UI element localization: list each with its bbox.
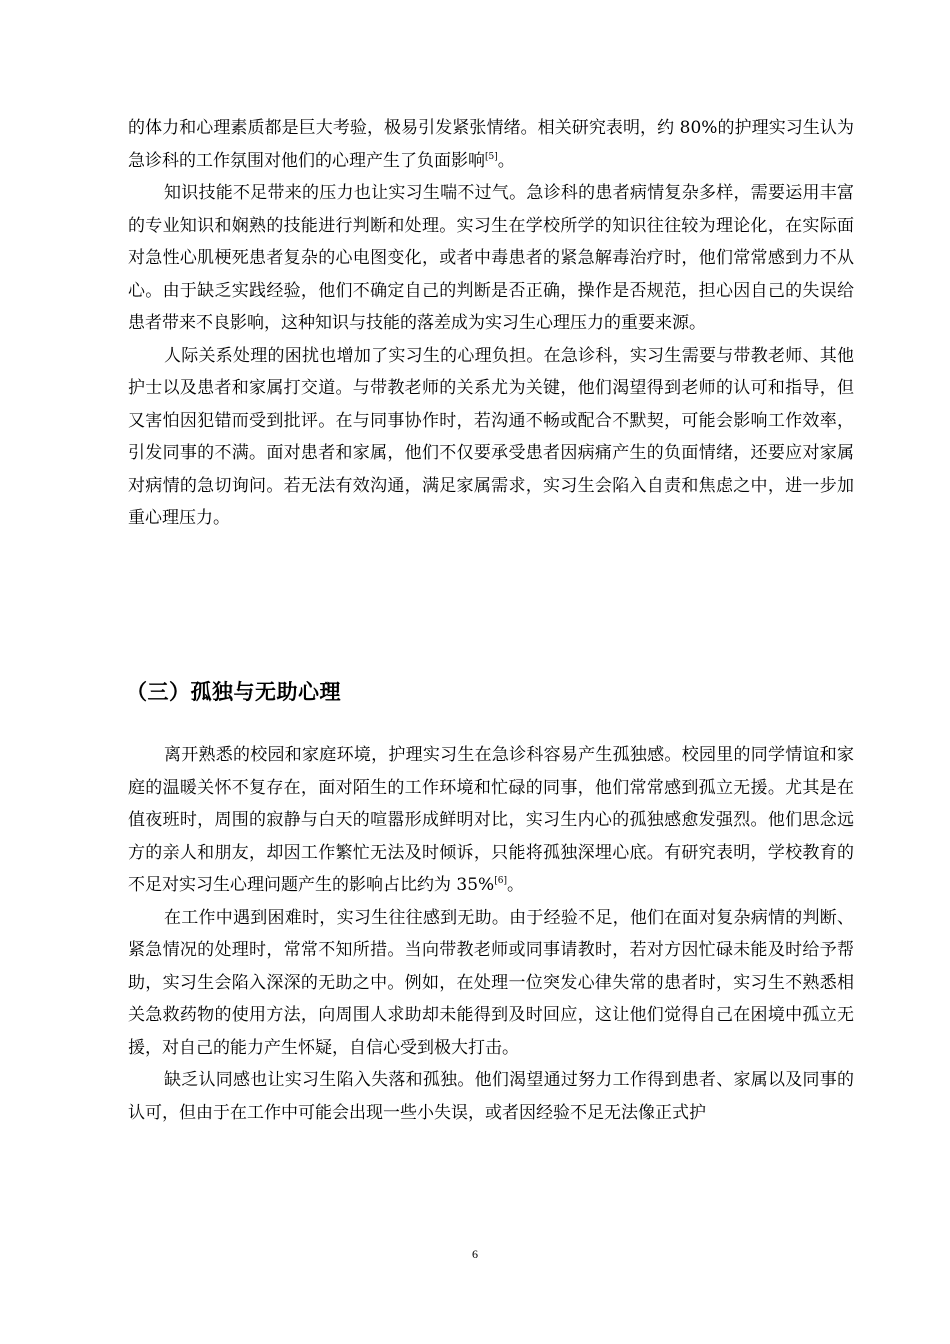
- paragraph-helplessness: 在工作中遇到困难时，实习生往往感到无助。由于经验不足，他们在面对复杂病情的判断、紧急情况的处理时，常常不知所措。当向带教老师或同事请教时，若对方因忙碌未能及时给予帮助，实习生会陷入深深的无助之中。例如，在处理一位突发心律失常的患者时，实习生不熟悉相关急救药物的使用方法，向周围人求助却未能得到及时回应，这让他们觉得自己在困境中孤立无援，对自己的能力产生怀疑，自信心受到极大打击。: [128, 907, 854, 1058]
- section-heading: （三）孤独与无助心理: [126, 680, 341, 704]
- citation-ref: [5]: [485, 151, 498, 162]
- paragraph-recognition: 缺乏认同感也让实习生陷入失落和孤独。他们渴望通过努力工作得到患者、家属以及同事的认可，但由于在工作中可能会出现一些小失误，或者因经验不足无法像正式护: [128, 1070, 854, 1123]
- body-text-upper: [128, 112, 854, 535]
- citation-ref: [6]: [494, 876, 507, 886]
- paragraph-interpersonal: 人际关系处理的困扰也增加了实习生的心理负担。在急诊科，实习生需要与带教老师、其他护士以及患者和家属打交道。与带教老师的关系尤为关键，他们渴望得到老师的认可和指导，但又害怕因犯错而受到批评。在与同事协作时，若沟通不畅或配合不默契，可能会影响工作效率，引发同事的不满。面对患者和家属，他们不仅要承受患者因病痛产生的负面情绪，还要应对家属对病情的急切询问。若无法有效沟通，满足家属需求，实习生会陷入自责和焦虑之中，进一步加重心理压力。: [128, 345, 854, 528]
- page-number: 6: [472, 1247, 478, 1261]
- paragraph-loneliness: 离开熟悉的校园和家庭环境，护理实习生在急诊科容易产生孤独感。校园里的同学情谊和家庭的温暖关怀不复存在，面对陌生的工作环境和忙碌的同事，他们常常感到孤立无援。尤其是在值夜班时，周围的寂静与白天的喧嚣形成鲜明对比，实习生内心的孤独感愈发强烈。他们思念远方的亲人和朋友，却因工作繁忙无法及时倾诉，只能将孤独深埋心底。有研究表明，学校教育的不足对实习生心理问题产生的影响占比约为 35%[6]。: [128, 745, 854, 895]
- paragraph-knowledge-skills: 知识技能不足带来的压力也让实习生喘不过气。急诊科的患者病情复杂多样，需要运用丰富的专业知识和娴熟的技能进行判断和处理。实习生在学校所学的知识往往较为理论化，在实际面对急性心肌梗死患者复杂的心电图变化，或者中毒患者的紧急解毒治疗时，他们常常感到力不从心。由于缺乏实践经验，他们不确定自己的判断是否正确，操作是否规范，担心因自己的失误给患者带来不良影响，这种知识与技能的落差成为实习生心理压力的重要来源。: [128, 183, 854, 333]
- paragraph-continuation: 的体力和心理素质都是巨大考验，极易引发紧张情绪。相关研究表明，约 80%的护理实习生认为急诊科的工作氛围对他们的心理产生了负面影响[5]。: [128, 118, 854, 171]
- body-text-lower: [128, 739, 854, 1129]
